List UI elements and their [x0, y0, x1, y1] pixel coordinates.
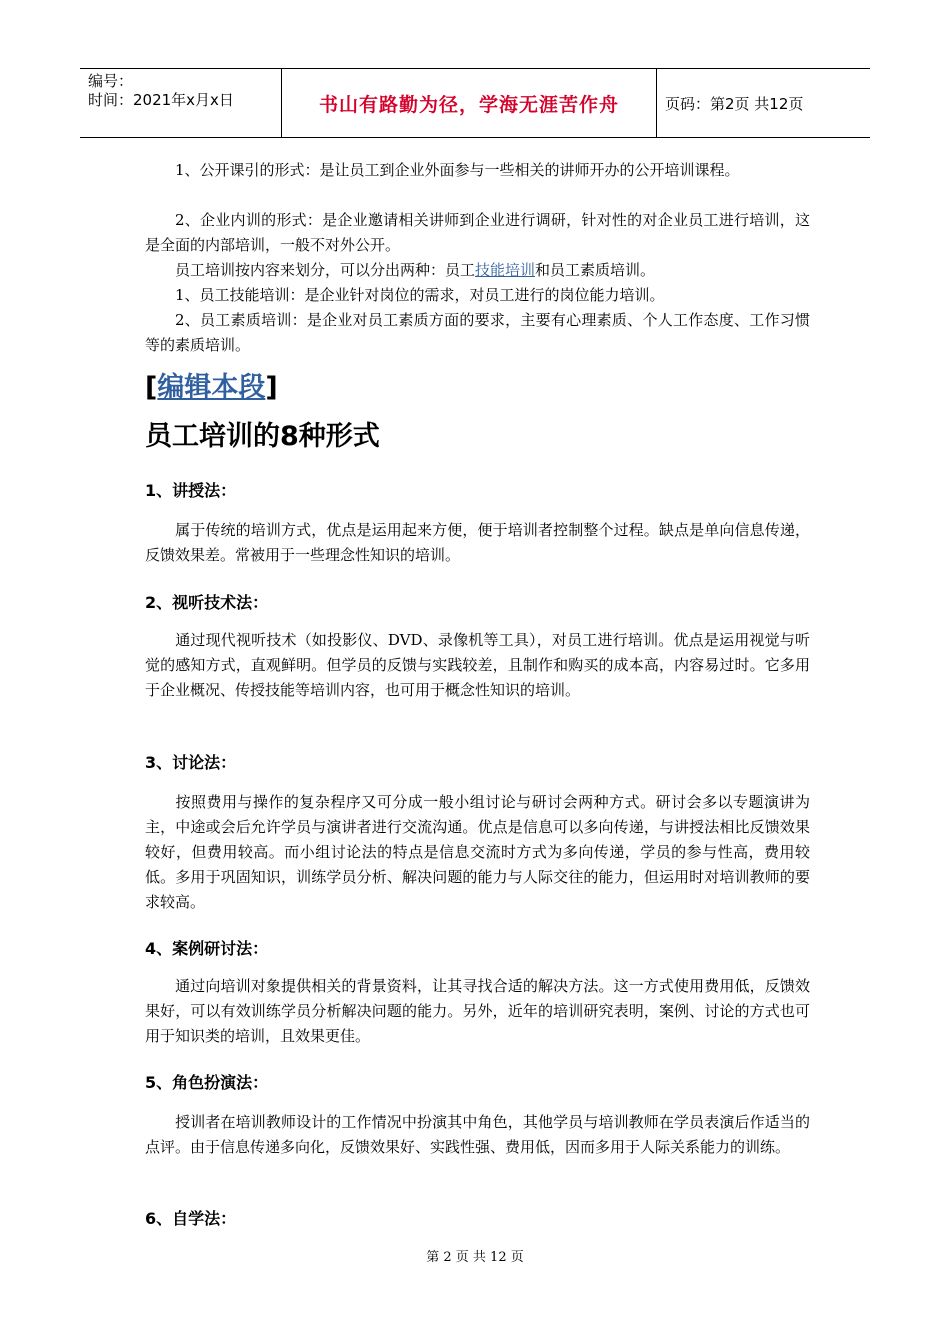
- bracket-close: ]: [265, 372, 278, 403]
- method-heading: 6、自学法：: [145, 1209, 237, 1228]
- paragraph-text: 属于传统的培训方式，优点是运用起来方便，便于培训者控制整个过程。缺点是单向信息传递，反馈效果差。常被用于一些理念性知识的培训。: [145, 521, 810, 564]
- paragraph-text: 通过向培训对象提供相关的背景资料，让其寻找合适的解决方法。这一方式使用费用低，反馈效果好，可以有效训练学员分析解决问题的能力。另外，近年的培训研究表明，案例、讨论的方式也可用于知识类的培训，且效果更佳。: [145, 977, 810, 1045]
- edit-section-link[interactable]: 编辑本段: [157, 372, 266, 403]
- method-heading: 4、案例研讨法：: [145, 939, 269, 958]
- edit-section: [145, 365, 278, 404]
- paragraph-text: 授训者在培训教师设计的工作情况中扮演其中角色，其他学员与培训教师在学员表演后作适当的点评。由于信息传递多向化，反馈效果好、实践性强、费用低，因而多用于人际关系能力的训练。: [145, 1113, 810, 1156]
- method-text: [145, 790, 810, 915]
- paragraph: [145, 308, 810, 358]
- number-label: 编号：: [88, 72, 134, 90]
- method-heading: 2、视听技术法：: [145, 593, 269, 612]
- method-text: [145, 1110, 810, 1160]
- paragraph-text: 1、员工技能培训：是企业针对岗位的需求，对员工进行的岗位能力培训。: [175, 286, 665, 304]
- skill-training-link[interactable]: 技能培训: [475, 261, 536, 279]
- time-label: 时间：2021年x月x日: [88, 91, 234, 109]
- page-header: [80, 68, 870, 138]
- paragraph: [145, 208, 810, 258]
- paragraph: [145, 283, 810, 308]
- header-meta: [80, 69, 281, 137]
- method-heading: 3、讨论法：: [145, 753, 237, 772]
- paragraph-text: 1、公开课引的形式：是让员工到企业外面参与一些相关的讲师开办的公开培训课程。: [175, 161, 740, 179]
- bracket-open: [: [145, 372, 158, 403]
- header-motto: 书山有路勤为径，学海无涯苦作舟: [318, 93, 619, 116]
- paragraph-text: 和员工素质培训。: [535, 261, 656, 279]
- paragraph: [145, 158, 810, 183]
- section-title: 员工培训的8种形式: [145, 421, 380, 452]
- method-text: [145, 628, 810, 703]
- paragraph-text: 通过现代视听技术（如投影仪、DVD、录像机等工具），对员工进行培训。优点是运用视觉与听觉的感知方式，直观鲜明。但学员的反馈与实践较差，且制作和购买的成本高，内容易过时。它多用于企业概况、传授技能等培训内容，也可用于概念性知识的培训。: [145, 631, 810, 699]
- paragraph-text: 2、员工素质培训：是企业对员工素质方面的要求，主要有心理素质、个人工作态度、工作习惯等的素质培训。: [145, 311, 810, 354]
- paragraph-text: 员工培训按内容来划分，可以分出两种：员工: [175, 261, 476, 279]
- header-divider: [656, 69, 657, 137]
- header-page-info: 页码：第2页 共12页: [665, 95, 804, 113]
- paragraph: [145, 258, 810, 283]
- method-heading: 5、角色扮演法：: [145, 1073, 269, 1092]
- paragraph-text: 按照费用与操作的复杂程序又可分成一般小组讨论与研讨会两种方式。研讨会多以专题演讲为主，中途或会后允许学员与演讲者进行交流沟通。优点是信息可以多向传递，与讲授法相比反馈效果较好，但费用较高。而小组讨论法的特点是信息交流时方式为多向传递，学员的参与性高，费用较低。多用于巩固知识，训练学员分析、解决问题的能力与人际交往的能力，但运用时对培训教师的要求较高。: [145, 793, 810, 911]
- method-text: [145, 974, 810, 1049]
- page-footer: 第 2 页 共 12 页: [426, 1250, 524, 1265]
- method-text: [145, 518, 810, 568]
- paragraph-text: 2、企业内训的形式：是企业邀请相关讲师到企业进行调研，针对性的对企业员工进行培训，这是全面的内部培训，一般不对外公开。: [145, 211, 810, 254]
- method-heading: 1、讲授法：: [145, 481, 237, 500]
